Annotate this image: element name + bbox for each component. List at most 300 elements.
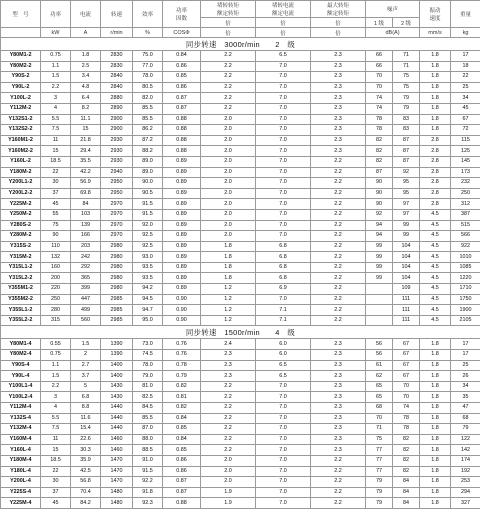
value-cell: 92.0 xyxy=(133,220,163,231)
noise-level-2: 2 级 xyxy=(393,18,420,28)
value-cell: 2.2 xyxy=(201,424,256,435)
value-cell: 0.89 xyxy=(163,273,201,284)
value-cell: 2.2 xyxy=(311,477,366,488)
table-row xyxy=(1,434,480,445)
value-cell: 2.2 xyxy=(311,487,366,498)
table-header xyxy=(1,1,480,38)
value-cell: 75.0 xyxy=(133,51,163,62)
value-cell: 79 xyxy=(366,498,393,509)
value-cell: 7.0 xyxy=(256,498,311,509)
table-row xyxy=(1,252,480,263)
value-cell: 22 xyxy=(41,466,71,477)
model-cell: Y355L2-2 xyxy=(1,315,41,326)
value-cell: 2.3 xyxy=(311,413,366,424)
value-cell: 92.5 xyxy=(133,231,163,242)
value-cell: 78 xyxy=(366,125,393,136)
value-cell: 2.3 xyxy=(311,135,366,146)
unit-cell: 倍 xyxy=(201,28,256,38)
value-cell: 91.5 xyxy=(133,209,163,220)
value-cell: 8.8 xyxy=(71,403,101,414)
value-cell: 2980 xyxy=(101,252,133,263)
value-cell: 2.2 xyxy=(201,72,256,83)
value-cell: 79 xyxy=(366,477,393,488)
value-cell: 2.2 xyxy=(311,209,366,220)
value-cell: 45 xyxy=(451,103,480,114)
value-cell: 0.86 xyxy=(163,455,201,466)
value-cell: 0.88 xyxy=(163,135,201,146)
units-row xyxy=(1,28,480,38)
value-cell: 18 xyxy=(451,61,480,72)
value-cell: 1.2 xyxy=(201,284,256,295)
unit-cell: kW xyxy=(41,28,71,38)
value-cell: 77 xyxy=(366,455,393,466)
value-cell: 1.8 xyxy=(420,82,451,93)
value-cell: 7.0 xyxy=(256,103,311,114)
table-row xyxy=(1,455,480,466)
value-cell: 2.2 xyxy=(201,403,256,414)
value-cell: 2930 xyxy=(101,156,133,167)
table-row xyxy=(1,209,480,220)
value-cell: 7.0 xyxy=(256,466,311,477)
value-cell: 56 xyxy=(366,350,393,361)
value-cell: 200 xyxy=(41,273,71,284)
value-cell: 7.0 xyxy=(256,403,311,414)
value-cell: 1460 xyxy=(101,434,133,445)
table-row xyxy=(1,262,480,273)
model-cell: Y112M-2 xyxy=(1,103,41,114)
table-row xyxy=(1,156,480,167)
value-cell: 2.3 xyxy=(311,381,366,392)
value-cell: 75 xyxy=(366,434,393,445)
value-cell: 6.5 xyxy=(256,371,311,382)
value-cell: 2.2 xyxy=(311,231,366,242)
value-cell: 7.0 xyxy=(256,487,311,498)
value-cell: 0.89 xyxy=(163,231,201,242)
section-header xyxy=(1,38,480,51)
value-cell: 2980 xyxy=(101,241,133,252)
value-cell: 1.9 xyxy=(201,498,256,509)
value-cell: 67 xyxy=(393,339,420,350)
value-cell: 0.86 xyxy=(163,82,201,93)
value-cell: 2.2 xyxy=(311,284,366,295)
value-cell: 2.2 xyxy=(41,381,71,392)
table-row xyxy=(1,339,480,350)
value-cell: 22 xyxy=(451,72,480,83)
value-cell: 70 xyxy=(393,392,420,403)
value-cell: 365 xyxy=(71,273,101,284)
table-row xyxy=(1,273,480,284)
value-cell: 61 xyxy=(366,360,393,371)
table-row xyxy=(1,284,480,295)
table-body xyxy=(1,38,480,509)
unit-cell: r/min xyxy=(101,28,133,38)
value-cell: 55 xyxy=(41,209,71,220)
value-cell: 65 xyxy=(366,381,393,392)
value-cell: 15 xyxy=(41,146,71,157)
value-cell: 37 xyxy=(41,487,71,498)
value-cell: 85.5 xyxy=(133,413,163,424)
unit-cell: % xyxy=(133,28,163,38)
value-cell: 93.0 xyxy=(133,252,163,263)
value-cell: 4.5 xyxy=(420,294,451,305)
value-cell: 253 xyxy=(451,477,480,488)
model-cell: Y90S-4 xyxy=(1,360,41,371)
value-cell: 6.0 xyxy=(256,339,311,350)
table-row xyxy=(1,241,480,252)
unit-cell: 倍 xyxy=(311,28,366,38)
value-cell: 2.2 xyxy=(311,262,366,273)
value-cell: 0.89 xyxy=(163,178,201,189)
model-cell: Y200L1-2 xyxy=(1,178,41,189)
table-row xyxy=(1,477,480,488)
value-cell: 2.8 xyxy=(420,178,451,189)
value-cell: 2.2 xyxy=(311,252,366,263)
value-cell: 174 xyxy=(451,455,480,466)
value-cell: 1.8 xyxy=(420,381,451,392)
value-cell: 2.3 xyxy=(311,360,366,371)
value-cell: 399 xyxy=(71,284,101,295)
value-cell: 17 xyxy=(451,51,480,62)
value-cell: 560 xyxy=(71,315,101,326)
value-cell: 74 xyxy=(393,403,420,414)
model-cell: Y160M2-2 xyxy=(1,146,41,157)
sub-ratio: 倍 xyxy=(201,18,256,28)
value-cell: 2.2 xyxy=(201,103,256,114)
value-cell: 115 xyxy=(451,135,480,146)
value-cell: 0.85 xyxy=(163,445,201,456)
value-cell: 82.5 xyxy=(133,392,163,403)
value-cell: 250 xyxy=(451,188,480,199)
value-cell: 5.5 xyxy=(41,413,71,424)
value-cell: 2880 xyxy=(101,93,133,104)
value-cell: 8.2 xyxy=(71,103,101,114)
value-cell: 3 xyxy=(41,93,71,104)
value-cell: 173 xyxy=(451,167,480,178)
table-row xyxy=(1,114,480,125)
value-cell: 82 xyxy=(393,434,420,445)
value-cell: 91.5 xyxy=(133,199,163,210)
table-row xyxy=(1,350,480,361)
col-power-factor: 功率 因数 xyxy=(163,1,201,28)
value-cell: 84 xyxy=(393,498,420,509)
value-cell: 0.86 xyxy=(163,61,201,72)
value-cell: 7.0 xyxy=(256,477,311,488)
value-cell xyxy=(366,284,393,295)
value-cell: 3.4 xyxy=(71,72,101,83)
value-cell: 1.8 xyxy=(201,252,256,263)
value-cell: 2.2 xyxy=(201,392,256,403)
value-cell: 92.2 xyxy=(133,477,163,488)
value-cell: 6.8 xyxy=(71,392,101,403)
value-cell: 2890 xyxy=(101,103,133,114)
value-cell: 1.8 xyxy=(420,360,451,371)
value-cell: 67 xyxy=(393,350,420,361)
value-cell: 1.8 xyxy=(201,241,256,252)
value-cell: 30 xyxy=(41,477,71,488)
value-cell: 22.6 xyxy=(71,434,101,445)
value-cell: 2.0 xyxy=(201,146,256,157)
value-cell: 1.8 xyxy=(420,392,451,403)
value-cell xyxy=(366,315,393,326)
value-cell: 232 xyxy=(451,178,480,189)
value-cell xyxy=(366,305,393,316)
value-cell: 2.2 xyxy=(311,241,366,252)
table-row xyxy=(1,381,480,392)
value-cell: 93.5 xyxy=(133,262,163,273)
value-cell: 2.2 xyxy=(311,188,366,199)
value-cell: 30 xyxy=(41,178,71,189)
model-cell: Y80M1-4 xyxy=(1,339,41,350)
value-cell: 192 xyxy=(451,466,480,477)
model-cell: Y112M-4 xyxy=(1,403,41,414)
col-power: 功率 xyxy=(41,1,71,28)
value-cell: 6.8 xyxy=(256,252,311,263)
value-cell: 70 xyxy=(366,82,393,93)
value-cell: 0.89 xyxy=(163,156,201,167)
value-cell: 7.0 xyxy=(256,413,311,424)
value-cell: 62 xyxy=(366,371,393,382)
value-cell: 2985 xyxy=(101,315,133,326)
model-cell: Y180L-4 xyxy=(1,466,41,477)
value-cell: 7.0 xyxy=(256,72,311,83)
value-cell: 7.0 xyxy=(256,82,311,93)
table-row xyxy=(1,413,480,424)
value-cell: 94 xyxy=(366,231,393,242)
model-cell: Y90L-4 xyxy=(1,371,41,382)
value-cell: 18.5 xyxy=(41,455,71,466)
value-cell: 280 xyxy=(41,305,71,316)
value-cell: 2900 xyxy=(101,125,133,136)
value-cell: 1.5 xyxy=(41,72,71,83)
value-cell: 1.8 xyxy=(420,125,451,136)
value-cell: 90 xyxy=(366,178,393,189)
value-cell: 17 xyxy=(451,350,480,361)
sub-ratio: 倍 xyxy=(311,18,366,28)
value-cell: 83 xyxy=(393,125,420,136)
table-row xyxy=(1,82,480,93)
value-cell: 1.8 xyxy=(420,477,451,488)
table-row xyxy=(1,392,480,403)
model-cell: Y315M-2 xyxy=(1,252,41,263)
value-cell: 7.0 xyxy=(256,220,311,231)
value-cell: 18.5 xyxy=(41,156,71,167)
value-cell: 6.9 xyxy=(256,284,311,295)
value-cell: 566 xyxy=(451,231,480,242)
model-cell: Y315L1-2 xyxy=(1,262,41,273)
value-cell: 77 xyxy=(366,445,393,456)
value-cell: 65 xyxy=(366,392,393,403)
value-cell: 22 xyxy=(41,167,71,178)
model-cell: Y225M-2 xyxy=(1,199,41,210)
value-cell: 1085 xyxy=(451,262,480,273)
value-cell: 4.5 xyxy=(420,315,451,326)
value-cell: 1.8 xyxy=(420,487,451,498)
value-cell: 2.3 xyxy=(201,360,256,371)
value-cell: 2.0 xyxy=(201,220,256,231)
value-cell: 2830 xyxy=(101,61,133,72)
value-cell: 99 xyxy=(393,231,420,242)
model-cell: Y132M-4 xyxy=(1,424,41,435)
unit-cell xyxy=(1,28,41,38)
value-cell: 145 xyxy=(451,156,480,167)
model-cell: Y160M1-2 xyxy=(1,135,41,146)
value-cell: 82 xyxy=(393,445,420,456)
value-cell: 1480 xyxy=(101,487,133,498)
value-cell: 1.8 xyxy=(420,103,451,114)
table-row xyxy=(1,498,480,509)
value-cell: 89.0 xyxy=(133,156,163,167)
value-cell: 0.87 xyxy=(163,477,201,488)
value-cell: 1.8 xyxy=(420,434,451,445)
value-cell: 87.0 xyxy=(133,424,163,435)
value-cell: 2.3 xyxy=(311,61,366,72)
value-cell: 387 xyxy=(451,209,480,220)
value-cell: 67 xyxy=(393,371,420,382)
value-cell: 87 xyxy=(393,156,420,167)
value-cell: 0.89 xyxy=(163,188,201,199)
value-cell: 92.5 xyxy=(133,241,163,252)
value-cell: 2.3 xyxy=(311,82,366,93)
value-cell: 87 xyxy=(393,135,420,146)
value-cell: 1390 xyxy=(101,350,133,361)
value-cell: 66 xyxy=(366,51,393,62)
value-cell: 74.5 xyxy=(133,350,163,361)
value-cell: 166 xyxy=(71,231,101,242)
value-cell: 77.0 xyxy=(133,61,163,72)
value-cell: 74 xyxy=(366,103,393,114)
value-cell: 1.8 xyxy=(420,498,451,509)
col-max-torque: 最大转矩 额定转矩 xyxy=(311,1,366,18)
value-cell: 0.90 xyxy=(163,305,201,316)
value-cell: 0.84 xyxy=(163,434,201,445)
value-cell: 1390 xyxy=(101,339,133,350)
value-cell: 97 xyxy=(393,209,420,220)
value-cell: 1.8 xyxy=(420,466,451,477)
value-cell: 104 xyxy=(393,241,420,252)
model-cell: Y100L-2 xyxy=(1,93,41,104)
value-cell: 1430 xyxy=(101,392,133,403)
value-cell: 1.2 xyxy=(201,305,256,316)
table-row xyxy=(1,51,480,62)
col-efficiency: 效率 xyxy=(133,1,163,28)
value-cell: 2.3 xyxy=(201,371,256,382)
value-cell: 2930 xyxy=(101,135,133,146)
model-cell: Y250M-2 xyxy=(1,209,41,220)
value-cell: 2.2 xyxy=(311,167,366,178)
value-cell: 11.1 xyxy=(71,114,101,125)
value-cell: 78 xyxy=(366,114,393,125)
value-cell: 2.2 xyxy=(311,199,366,210)
value-cell: 1.9 xyxy=(201,487,256,498)
model-cell: Y160M-4 xyxy=(1,434,41,445)
value-cell: 5.5 xyxy=(41,114,71,125)
value-cell: 2970 xyxy=(101,209,133,220)
value-cell: 2105 xyxy=(451,315,480,326)
value-cell: 1480 xyxy=(101,498,133,509)
value-cell: 0.86 xyxy=(163,466,201,477)
value-cell: 499 xyxy=(71,305,101,316)
col-weight: 重量 xyxy=(451,1,480,28)
value-cell: 82.0 xyxy=(133,93,163,104)
value-cell: 2.2 xyxy=(311,466,366,477)
value-cell: 2.4 xyxy=(201,339,256,350)
value-cell: 1.8 xyxy=(420,424,451,435)
value-cell: 0.89 xyxy=(163,199,201,210)
value-cell: 0.75 xyxy=(41,350,71,361)
value-cell: 7.0 xyxy=(256,167,311,178)
value-cell: 73.0 xyxy=(133,339,163,350)
value-cell xyxy=(366,294,393,305)
value-cell: 2.0 xyxy=(201,125,256,136)
value-cell: 3.7 xyxy=(71,371,101,382)
value-cell: 0.90 xyxy=(163,294,201,305)
value-cell: 1470 xyxy=(101,455,133,466)
value-cell: 2.7 xyxy=(71,360,101,371)
value-cell: 99 xyxy=(393,220,420,231)
col-speed: 转速 xyxy=(101,1,133,28)
value-cell: 2950 xyxy=(101,188,133,199)
value-cell: 2.3 xyxy=(311,434,366,445)
value-cell: 2985 xyxy=(101,294,133,305)
model-cell: Y225S-4 xyxy=(1,487,41,498)
value-cell: 1400 xyxy=(101,360,133,371)
value-cell: 1.8 xyxy=(420,413,451,424)
table-row xyxy=(1,61,480,72)
value-cell: 2980 xyxy=(101,262,133,273)
value-cell: 71 xyxy=(393,61,420,72)
value-cell: 220 xyxy=(41,284,71,295)
value-cell: 25 xyxy=(451,82,480,93)
value-cell: 7.0 xyxy=(256,178,311,189)
model-cell: Y315L2-2 xyxy=(1,273,41,284)
model-cell: Y180M-2 xyxy=(1,167,41,178)
value-cell: 29.4 xyxy=(71,146,101,157)
value-cell: 2.2 xyxy=(201,434,256,445)
value-cell: 1.8 xyxy=(420,445,451,456)
value-cell: 1750 xyxy=(451,294,480,305)
value-cell: 70 xyxy=(366,72,393,83)
value-cell: 11 xyxy=(41,434,71,445)
value-cell: 2.3 xyxy=(311,339,366,350)
value-cell: 1470 xyxy=(101,466,133,477)
value-cell: 7.0 xyxy=(256,114,311,125)
value-cell: 2900 xyxy=(101,114,133,125)
value-cell: 2.0 xyxy=(201,466,256,477)
value-cell: 99 xyxy=(366,273,393,284)
value-cell: 30.3 xyxy=(71,445,101,456)
col-current: 电流 xyxy=(71,1,101,28)
value-cell: 82 xyxy=(366,156,393,167)
value-cell: 2.3 xyxy=(311,392,366,403)
value-cell: 17 xyxy=(451,339,480,350)
value-cell: 2.2 xyxy=(201,93,256,104)
value-cell: 7.0 xyxy=(256,156,311,167)
table-row xyxy=(1,371,480,382)
value-cell: 2.3 xyxy=(311,51,366,62)
table-row xyxy=(1,231,480,242)
value-cell: 0.89 xyxy=(163,220,201,231)
value-cell: 7.0 xyxy=(256,455,311,466)
table-row xyxy=(1,103,480,114)
value-cell: 2.0 xyxy=(201,455,256,466)
value-cell: 2940 xyxy=(101,167,133,178)
value-cell: 2.0 xyxy=(201,209,256,220)
value-cell: 2.2 xyxy=(311,273,366,284)
value-cell: 88.2 xyxy=(133,146,163,157)
value-cell: 103 xyxy=(71,209,101,220)
value-cell: 7.0 xyxy=(256,93,311,104)
value-cell: 1.8 xyxy=(420,339,451,350)
